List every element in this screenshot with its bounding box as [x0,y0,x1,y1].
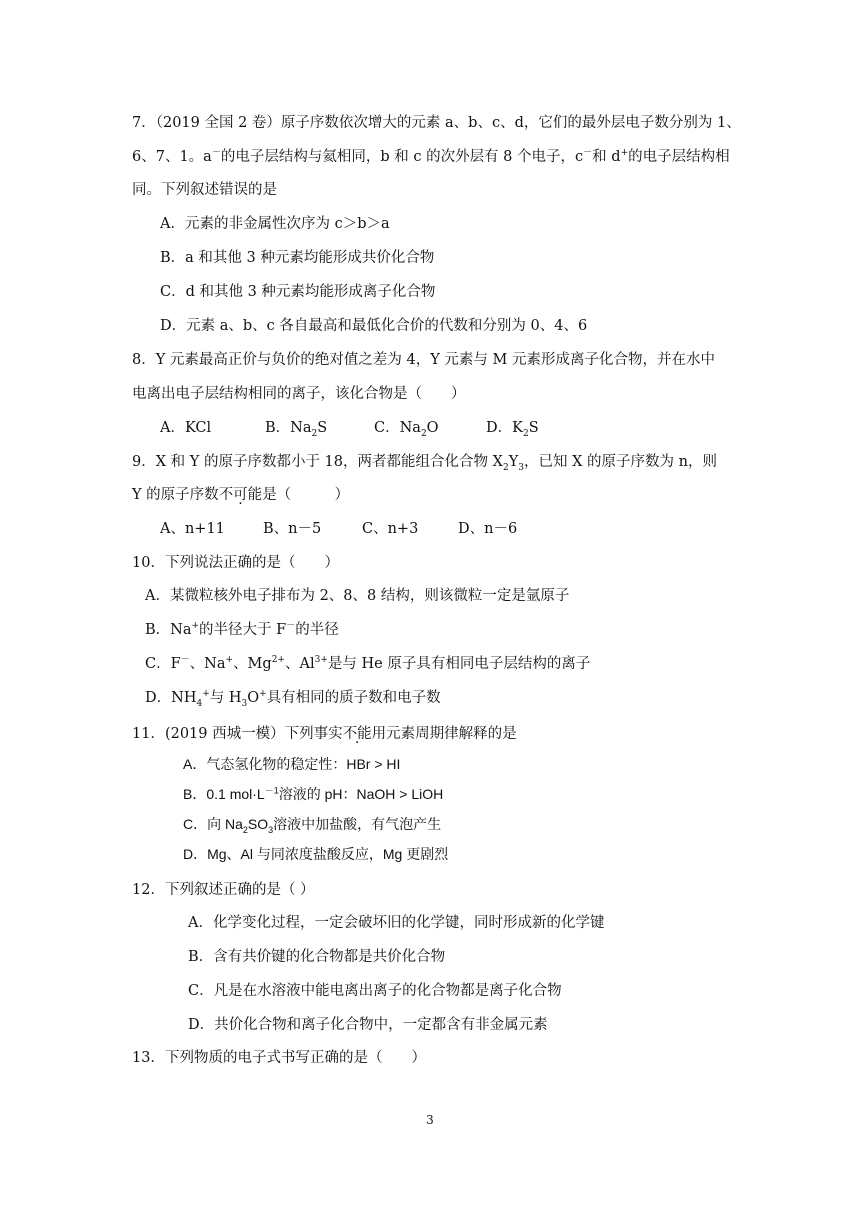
superscript: － [211,148,221,159]
q9-option-a: A、n+11 [160,521,225,537]
q9-text: ，已知 X 的原子序数为 n，则 [524,454,717,470]
q10-text: 、Al [284,656,315,672]
q9-option-b: B、n－5 [263,521,322,537]
q13-stem: 13．下列物质的电子式书写正确的是（ ） [132,1050,426,1066]
q10-stem: 10．下列说法正确的是（ ） [132,555,339,571]
q11-option-a: A．气态氢化物的稳定性：HBr > HI [183,756,401,772]
q8-option-b [265,418,327,438]
q10-text: 、Na [189,656,226,672]
q10-option-b [145,620,339,640]
subscript: 2 [311,428,318,439]
q12-stem: 12．下列叙述正确的是（ ） [132,882,315,898]
subscript: 2 [502,462,509,473]
superscript: － [286,621,296,632]
superscript: + [225,655,234,666]
superscript: － [583,148,593,159]
q10-text: C．F [145,656,181,672]
q10-text: B．Na [145,622,192,638]
superscript: + [202,689,210,700]
q9-text: Y [508,454,519,470]
q9-option-c: C、n+3 [362,521,419,537]
q8-line-2: 电离出电子层结构相同的离子，该化合物是（ ） [132,386,466,402]
q9-line-1 [132,452,717,472]
q9-text: 9．X 和 Y 的原子序数都小于 18，两者都能组合化合物 X [132,454,503,470]
q11-text: SO [247,816,269,832]
superscript: － [180,655,190,666]
q12-option-d: D．共价化合物和离子化合物中，一定都含有非金属元素 [188,1017,548,1033]
subscript: 4 [196,698,203,709]
q10-option-d [145,688,441,708]
q11-option-c [183,814,441,834]
q9-emphasis [219,487,263,503]
q10-text: 、Mg [233,656,272,672]
q8-text: O [426,420,439,436]
subscript: 2 [242,824,248,835]
q7-text: 和 d [592,149,621,165]
q8-text: D．K [486,420,523,436]
q11-text: B．0.1 mol·L [183,786,265,802]
q7-text: 6、7、1。a [132,149,212,165]
subscript: 2 [522,428,529,439]
q7-option-c: C．d 和其他 3 种元素均能形成离子化合物 [160,284,436,300]
q8-line-1: 8．Y 元素最高正价与负价的绝对值之差为 4，Y 元素与 M 元素形成离子化合物，并在水中 [132,352,715,368]
q9-text: 是（ ） [262,487,350,503]
q8-option-c [374,418,439,438]
subscript: 3 [241,698,248,709]
q10-text: 与 H [209,690,242,706]
subscript: 3 [518,462,524,473]
q12-option-c: C．凡是在水溶液中能电离出离子的化合物都是离子化合物 [188,983,562,999]
subscript: 2 [420,428,427,439]
superscript: + [259,689,267,700]
q10-text: 是与 He 原子具有相同电子层结构的离子 [327,656,591,672]
q10-text: O [247,690,260,706]
q12-option-a: A．化学变化过程，一定会破坏旧的化学键，同时形成新的化学键 [188,915,605,931]
q10-option-a: A．某微粒核外电子排布为 2、8、8 结构，则该微粒一定是氩原子 [145,588,570,604]
q9-option-d: D、n－6 [458,521,518,537]
q7-line-1: 7．（2019 全国 2 卷）原子序数依次增大的元素 a、b、c、d，它们的最外层电子数分别为 1、 [132,115,741,131]
q9-text: Y 的原子序数 [132,487,219,503]
q7-option-b: B．a 和其他 3 种元素均能形成共价化合物 [160,250,435,266]
q11-text: 溶液中加盐酸，有气泡产生 [273,816,442,832]
q10-text: D．NH [145,690,197,706]
q8-text: C．Na [374,420,421,436]
superscript: 2+ [271,655,285,666]
superscript: －1 [264,785,279,796]
q11-text: 11．(2019 西城一模）下列事实 [132,726,343,742]
q11-stem [132,724,517,744]
q10-text: 具有相同的质子数和电子数 [266,690,441,706]
q8-option-d [486,418,539,438]
q7-option-d: D．元素 a、b、c 各自最高和最低化合价的代数和分别为 0、4、6 [160,318,588,334]
q7-text: 的电子层结构相 [628,149,730,165]
q8-option-a: A．KCl [160,420,212,436]
q7-line-2 [132,147,730,167]
q11-option-b [183,784,443,804]
q12-option-b: B．含有共价键的化合物都是共价化合物 [188,949,446,965]
q10-text: 的半径 [295,622,339,638]
q11-text: C．向 Na [183,816,243,832]
q7-option-a: A．元素的非金属性次序为 c＞b＞a [160,216,390,232]
q9-line-2 [132,485,349,505]
q11-text: 用元素周期律解释的是 [371,726,517,742]
q11-option-d: D．Mg、Al 与同浓度盐酸反应，Mg 更剧烈 [183,846,449,862]
superscript: + [620,148,629,159]
superscript: + [191,621,200,632]
q8-text: B．Na [265,420,312,436]
emphasis-text: 不能 [342,726,372,742]
q8-text: S [528,420,539,436]
q10-text: 的半径大于 F [199,622,287,638]
q11-text: 溶液的 pH：NaOH > LiOH [278,786,444,802]
page-number: 3 [426,1113,434,1127]
q8-text: S [317,420,328,436]
emphasis-text: 不可能 [218,487,263,503]
q10-option-c [145,654,590,674]
q7-text: 的电子层结构与氦相同，b 和 c 的次外层有 8 个电子，c [220,149,584,165]
q7-line-3: 同。下列叙述错误的是 [132,182,277,198]
subscript: 3 [268,824,274,835]
superscript: 3+ [314,655,328,666]
